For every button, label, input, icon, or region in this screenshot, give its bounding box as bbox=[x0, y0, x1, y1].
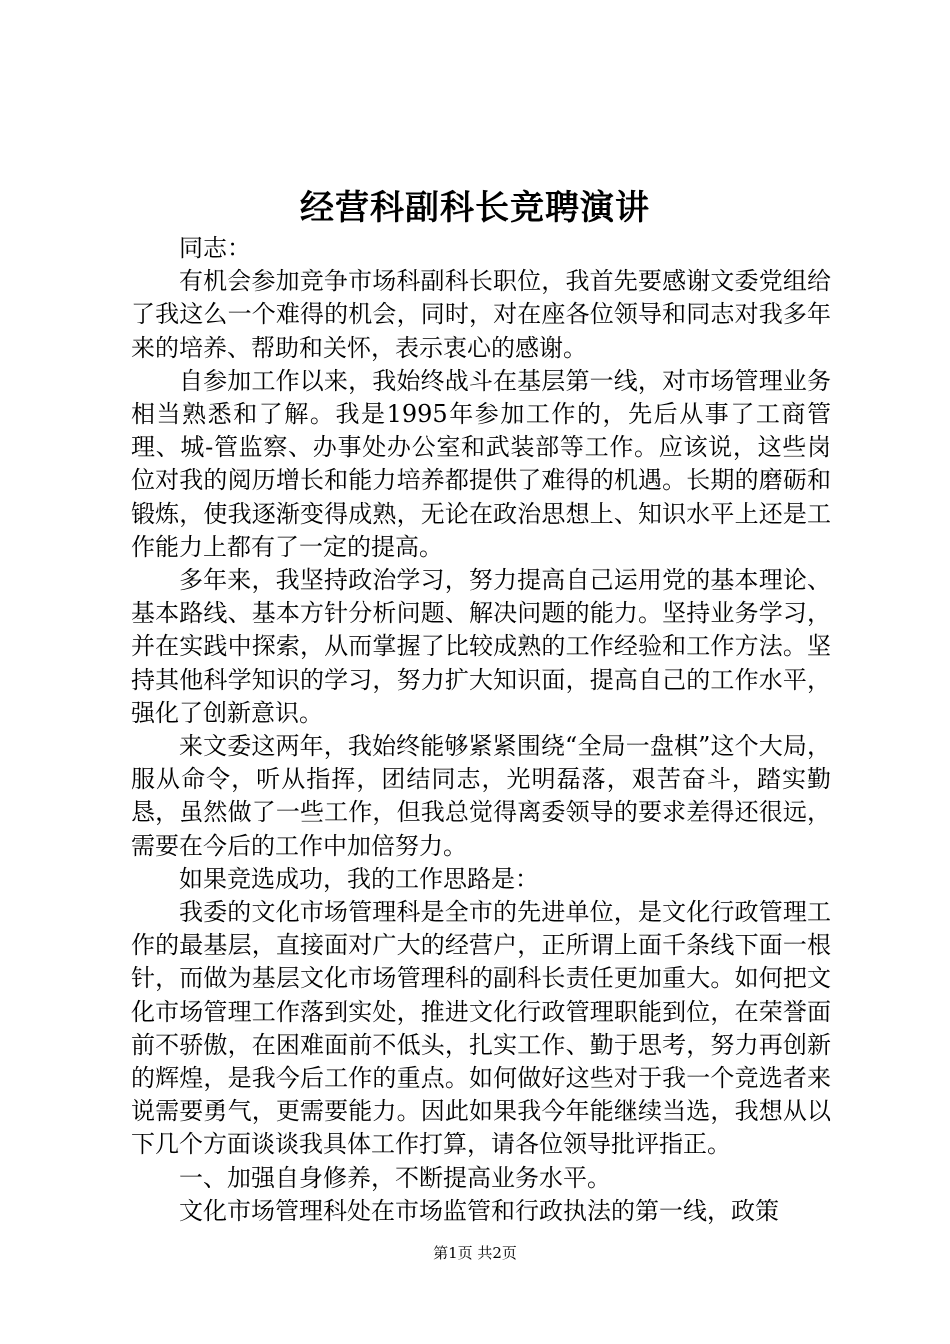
paragraph: 文化市场管理科处在市场监管和行政执法的第一线，政策 bbox=[179, 1196, 779, 1225]
paragraph: 来文委这两年，我始终能够紧紧围绕“全局一盘棋”这个大局，服从命令，听从指挥，团结同志，光明磊落，艰苦奋斗，踏实勤恳，虽然做了一些工作，但我总觉得离委领导的要求差得还很远，需要在今后的工作中加倍努力。 bbox=[131, 732, 831, 860]
document-title: 经营科副科长竞聘演讲 bbox=[300, 188, 650, 228]
paragraph: 自参加工作以来，我始终战斗在基层第一线，对市场管理业务相当熟悉和了解。我是1995年参加工作的，先后从事了工商管理、城-管监察、办事处办公室和武装部等工作。应该说，这些岗位对我的阅历增长和能力培养都提供了难得的机遇。长期的磨砺和锻炼，使我逐渐变得成熟，无论在政治思想上、知识水平上还是工作能力上都有了一定的提高。 bbox=[131, 366, 831, 561]
salutation: 同志： bbox=[179, 234, 251, 262]
paragraph: 有机会参加竞争市场科副科长职位，我首先要感谢文委党组给了我这么一个难得的机会，同时，对在座各位领导和同志对我多年来的培养、帮助和关怀，表示衷心的感谢。 bbox=[131, 267, 831, 362]
document-body bbox=[131, 232, 831, 1228]
paragraph: 多年来，我坚持政治学习，努力提高自己运用党的基本理论、基本路线、基本方针分析问题、解决问题的能力。坚持业务学习，并在实践中探索，从而掌握了比较成熟的工作经验和工作方法。坚持其他科学知识的学习，努力扩大知识面，提高自己的工作水平，强化了创新意识。 bbox=[131, 566, 831, 727]
paragraph: 如果竞选成功，我的工作思路是： bbox=[179, 864, 539, 893]
section-heading: 一、加强自身修养，不断提高业务水平。 bbox=[179, 1163, 611, 1192]
page-footer: 第1页 共2页 bbox=[433, 1244, 517, 1262]
paragraph: 我委的文化市场管理科是全市的先进单位，是文化行政管理工作的最基层，直接面对广大的经营户，正所谓上面千条线下面一根针，而做为基层文化市场管理科的副科长责任更加重大。如何把文化市场管理工作落到实处，推进文化行政管理职能到位，在荣誉面前不骄傲，在困难面前不低头，扎实工作、勤于思考，努力再创新的辉煌，是我今后工作的重点。如何做好这些对于我一个竞选者来说需要勇气，更需要能力。因此如果我今年能继续当选，我想从以下几个方面谈谈我具体工作打算，请各位领导批评指正。 bbox=[131, 898, 831, 1159]
